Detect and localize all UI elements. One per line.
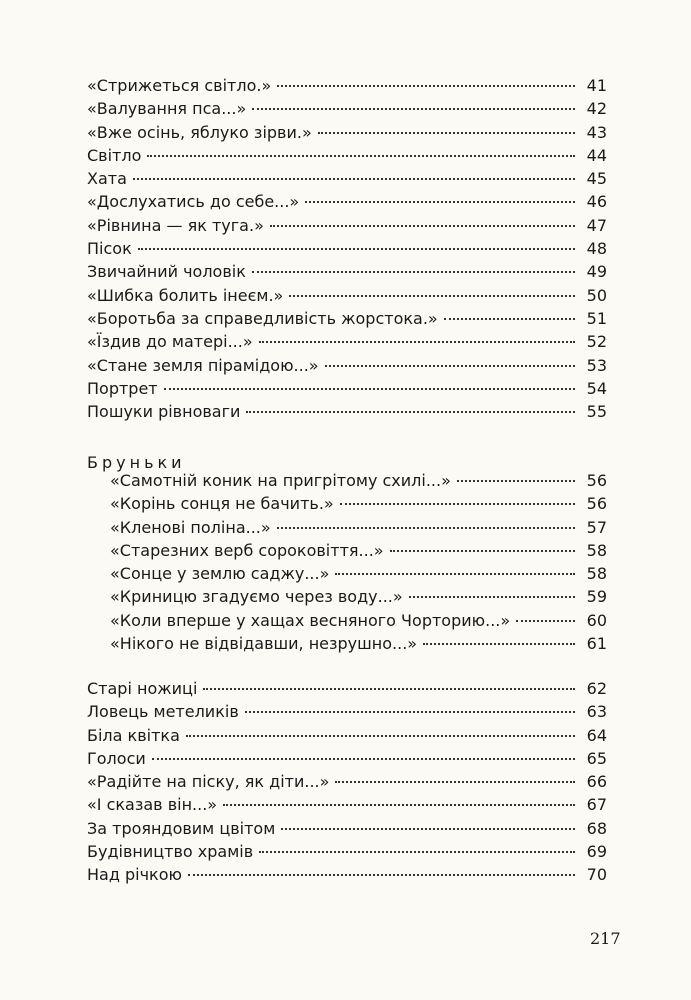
dot-leader xyxy=(409,596,575,598)
toc-entry-title: Старі ножиці xyxy=(87,679,198,698)
toc-entry-page: 70 xyxy=(586,865,607,885)
toc-entry-title: «Боротьба за справедливість жорстока.» xyxy=(87,308,438,328)
toc-entry-title: «Самотній коник на пригрітому схилі...» xyxy=(110,471,451,490)
toc-entry-page: 60 xyxy=(586,610,607,630)
dot-leader xyxy=(390,550,575,552)
toc-entry xyxy=(87,167,607,190)
toc-entry-page: 62 xyxy=(586,679,607,698)
toc-entry-title: «Шибка болить інеєм.» xyxy=(87,285,284,305)
dot-leader xyxy=(277,85,575,87)
toc-entry-title: «Їздив до матері...» xyxy=(87,332,253,352)
toc-entry-title: «Рівнина — як туга.» xyxy=(87,215,264,235)
dot-leader xyxy=(457,480,575,482)
toc-entry-title: «Корінь сонця не бачить.» xyxy=(110,494,334,514)
toc-entry-title: Біла квітка xyxy=(87,725,180,745)
dot-leader xyxy=(259,341,575,343)
toc-entry-page: 53 xyxy=(586,355,607,375)
dot-leader xyxy=(444,318,575,320)
toc-entry-title: Хата xyxy=(87,169,127,189)
toc-entry-page: 63 xyxy=(586,702,607,722)
toc-entry-page: 61 xyxy=(586,634,607,654)
toc-entry xyxy=(87,562,607,585)
toc-entry-page: 69 xyxy=(586,842,607,862)
dot-leader xyxy=(318,132,575,134)
toc-entry-title: Пошуки рівноваги xyxy=(87,402,241,422)
toc-entry xyxy=(87,770,607,793)
dot-leader xyxy=(203,688,575,690)
toc-entry xyxy=(87,817,607,840)
dot-leader xyxy=(325,365,575,367)
dot-leader xyxy=(289,295,575,297)
toc-entry-page: 57 xyxy=(586,517,607,537)
toc-entry-title: «Радійте на піску, як діти...» xyxy=(87,772,330,792)
dot-leader xyxy=(133,178,575,180)
toc-entry xyxy=(87,492,607,515)
toc-entry-page: 66 xyxy=(586,772,607,792)
toc-entry-page: 50 xyxy=(586,285,607,305)
toc-entry xyxy=(87,400,607,423)
toc-group-2 xyxy=(87,469,607,655)
dot-leader xyxy=(246,411,575,413)
toc-entry-title: Портрет xyxy=(87,378,158,398)
dot-leader xyxy=(152,758,575,760)
dot-leader xyxy=(223,804,575,806)
toc-entry-title: Звичайний чоловік xyxy=(87,262,246,282)
dot-leader xyxy=(340,503,575,505)
toc-entry-title: Будівництво храмів xyxy=(87,842,254,862)
toc-entry-page: 49 xyxy=(586,262,607,282)
toc-entry xyxy=(87,840,607,863)
toc-entry-page: 59 xyxy=(586,587,607,607)
toc-entry-page: 55 xyxy=(586,402,607,422)
toc-entry-title: «Валування пса...» xyxy=(87,99,247,119)
toc-entry-title: «Нікого не відвідавши, незрушно...» xyxy=(110,634,418,654)
toc-entry-title: «Дослухатись до себе...» xyxy=(87,192,300,212)
dot-leader xyxy=(277,527,575,529)
toc-entry xyxy=(87,516,607,539)
toc-entry-title: Пісок xyxy=(87,239,132,259)
toc-entry xyxy=(87,284,607,307)
toc-entry-title: «Коли вперше у хащах весняного Чорторию...» xyxy=(110,610,511,630)
toc-entry-title: «Криницю згадуємо через воду...» xyxy=(110,587,403,607)
dot-leader xyxy=(147,155,575,157)
dot-leader xyxy=(259,851,575,853)
toc-entry-page: 46 xyxy=(586,192,607,212)
toc-entry xyxy=(87,700,607,723)
dot-leader xyxy=(188,874,575,876)
dot-leader xyxy=(252,108,575,110)
toc-entry-page: 45 xyxy=(586,169,607,189)
toc-entry-title: «Сонце у землю саджу...» xyxy=(110,564,330,584)
dot-leader xyxy=(164,388,575,390)
toc-entry-page: 54 xyxy=(586,378,607,398)
toc-entry xyxy=(87,214,607,237)
toc-entry-title: «Стрижеться світло.» xyxy=(87,76,272,95)
toc-entry xyxy=(87,190,607,213)
toc-entry xyxy=(87,260,607,283)
toc-entry-page: 56 xyxy=(586,471,607,490)
toc-entry xyxy=(87,609,607,632)
section-title: Бруньки xyxy=(87,453,186,472)
page-number: 217 xyxy=(590,929,621,948)
dot-leader xyxy=(335,781,575,783)
toc-entry xyxy=(87,632,607,655)
toc-entry-title: «Вже осінь, яблуко зірви.» xyxy=(87,122,312,142)
toc-entry-page: 44 xyxy=(586,145,607,165)
toc-entry xyxy=(87,747,607,770)
toc-entry-page: 67 xyxy=(586,795,607,815)
toc-entry-page: 48 xyxy=(586,239,607,259)
toc-entry xyxy=(87,677,607,700)
toc-entry-title: «Кленові поліна...» xyxy=(110,517,271,537)
toc-entry xyxy=(87,237,607,260)
toc-entry xyxy=(87,330,607,353)
toc-entry xyxy=(87,793,607,816)
toc-entry xyxy=(87,121,607,144)
toc-entry-page: 58 xyxy=(586,564,607,584)
toc-entry xyxy=(87,863,607,886)
toc-entry-page: 65 xyxy=(586,748,607,768)
toc-entry xyxy=(87,97,607,120)
toc-entry-page: 47 xyxy=(586,215,607,235)
toc-entry xyxy=(87,354,607,377)
toc-entry xyxy=(87,377,607,400)
toc-entry xyxy=(87,144,607,167)
dot-leader xyxy=(335,573,575,575)
toc-entry xyxy=(87,307,607,330)
dot-leader xyxy=(305,201,575,203)
toc-entry-page: 64 xyxy=(586,725,607,745)
toc-entry xyxy=(87,585,607,608)
toc-entry-page: 43 xyxy=(586,122,607,142)
toc-entry-title: «І сказав він...» xyxy=(87,795,218,815)
toc-entry xyxy=(87,724,607,747)
dot-leader xyxy=(270,225,575,227)
dot-leader xyxy=(281,828,575,830)
toc-group-1 xyxy=(87,74,607,423)
toc-entry-title: Голоси xyxy=(87,748,146,768)
toc-entry-title: Ловець метеликів xyxy=(87,702,239,722)
dot-leader xyxy=(138,248,575,250)
toc-entry-page: 68 xyxy=(586,818,607,838)
toc-entry-title: «Стане земля пірамідою...» xyxy=(87,355,319,375)
toc-entry-title: Над річкою xyxy=(87,865,182,885)
toc-entry-page: 52 xyxy=(586,332,607,352)
dot-leader xyxy=(516,620,575,622)
toc-group-3 xyxy=(87,677,607,887)
dot-leader xyxy=(245,711,575,713)
dot-leader xyxy=(186,735,575,737)
dot-leader xyxy=(423,643,575,645)
toc-entry xyxy=(87,539,607,562)
toc-entry-page: 41 xyxy=(586,76,607,95)
toc-entry-page: 58 xyxy=(586,540,607,560)
toc-entry-page: 42 xyxy=(586,99,607,119)
toc-entry-title: За трояндовим цвітом xyxy=(87,818,276,838)
toc-entry-title: Світло xyxy=(87,145,142,165)
toc-entry-title: «Старезних верб сороковіття...» xyxy=(110,540,384,560)
toc-entry-page: 51 xyxy=(586,308,607,328)
toc-entry-page: 56 xyxy=(586,494,607,514)
dot-leader xyxy=(252,271,575,273)
toc-entry xyxy=(87,74,607,97)
toc-entry xyxy=(87,469,607,492)
